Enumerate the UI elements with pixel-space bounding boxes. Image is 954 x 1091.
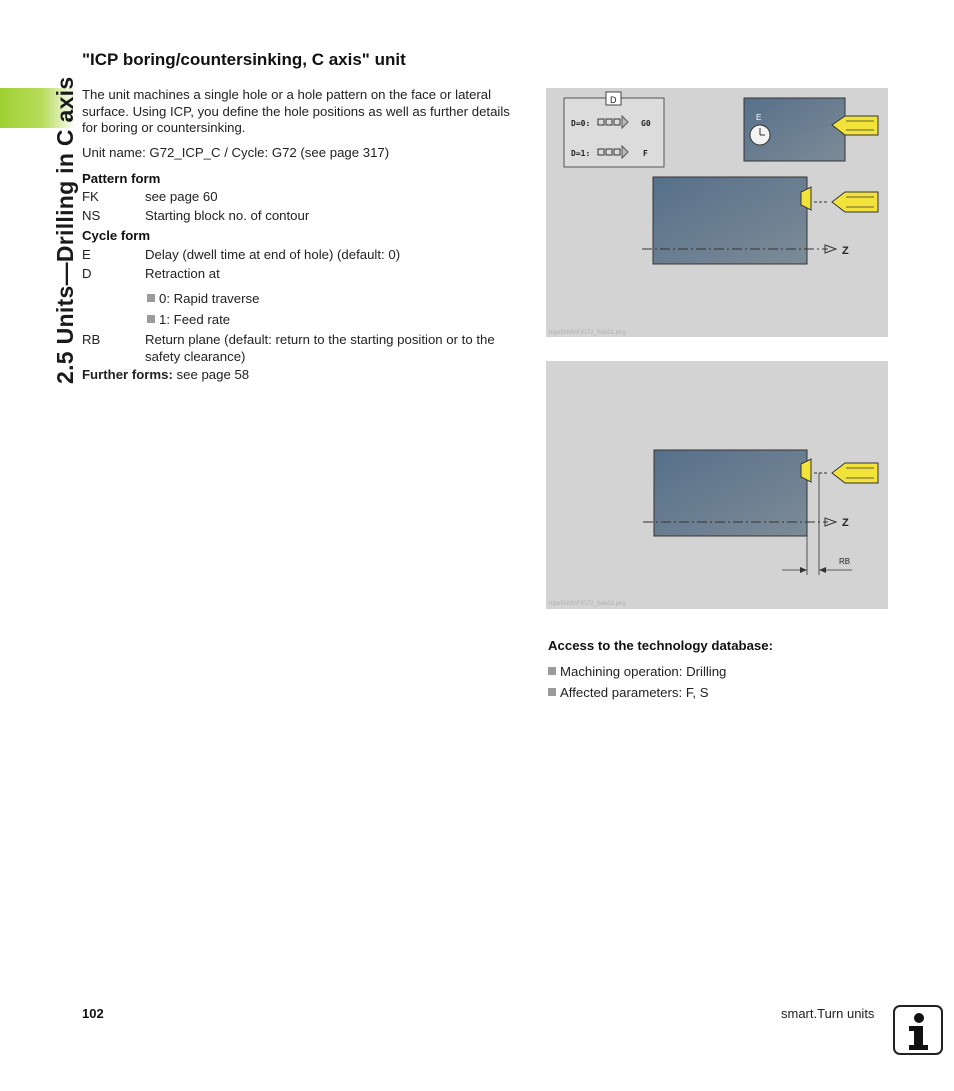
- param-key: FK: [82, 189, 99, 204]
- legend-code: D=1:: [571, 149, 591, 158]
- bullet-square-icon: [548, 667, 556, 675]
- bullet-square-icon: [147, 315, 155, 323]
- page-title: "ICP boring/countersinking, C axis" unit: [82, 50, 406, 69]
- bullet-square-icon: [147, 294, 155, 302]
- param-key: RB: [82, 332, 101, 347]
- legend-mode: G0: [641, 119, 651, 128]
- further-forms: Further forms: see page 58: [82, 367, 250, 382]
- list-item: 0: Rapid traverse: [147, 291, 259, 306]
- access-title: Access to the technology database:: [548, 638, 773, 653]
- param-value: Return plane (default: return to the starting position or to the safety clearance): [145, 332, 495, 364]
- bullet-square-icon: [548, 688, 556, 696]
- param-value: see page 60: [145, 189, 218, 204]
- dwell-label: E: [756, 113, 762, 122]
- cycle-figure-1: [546, 88, 888, 337]
- drill-tool-icon: [832, 463, 878, 483]
- workpiece: [654, 450, 807, 536]
- legend-code: D=0:: [571, 119, 591, 128]
- page-number: 102: [82, 1006, 104, 1021]
- param-value: Delay (dwell time at end of hole) (default: 0): [145, 247, 401, 262]
- dwell-clock-icon: [750, 125, 770, 145]
- dimension-label: RB: [839, 557, 851, 566]
- param-value: Retraction at: [145, 266, 220, 281]
- list-item: Affected parameters: F, S: [548, 685, 709, 700]
- unit-name-text: Unit name: G72_ICP_C / Cycle: G72 (see page 317): [82, 145, 390, 160]
- axis-label: Z: [842, 245, 849, 257]
- param-key: E: [82, 247, 91, 262]
- figure-caption: hlpe5NVlnF/G72_Sde02.png: [549, 601, 626, 607]
- cycle-diagram-2: [546, 361, 888, 609]
- cycle-diagram-1: [546, 88, 888, 337]
- param-key: NS: [82, 208, 101, 223]
- list-item: 1: Feed rate: [147, 312, 230, 327]
- list-item: Machining operation: Drilling: [548, 664, 726, 679]
- info-icon: [893, 1005, 943, 1055]
- pattern-form-title: Pattern form: [82, 171, 161, 186]
- workpiece: [653, 177, 807, 264]
- cycle-form-title: Cycle form: [82, 228, 151, 243]
- cycle-figure-2: [546, 361, 888, 609]
- drill-tool-icon: [832, 192, 878, 212]
- param-value: Starting block no. of contour: [145, 208, 310, 223]
- legend-tag-label: D: [610, 95, 617, 105]
- legend-mode: F: [643, 149, 648, 158]
- footer-section: smart.Turn units: [781, 1006, 875, 1021]
- figure-caption: hlpe5NVlnF/G72_Sde01.png: [549, 330, 626, 336]
- side-tab-title: 2.5 Units—Drilling in C axis: [52, 76, 78, 384]
- param-key: D: [82, 266, 92, 281]
- intro-text: The unit machines a single hole or a hole pattern on the face or lateral surface. Using ICP, you define the hole positions as well as further details for boring or countersinking.: [82, 87, 510, 135]
- axis-label: Z: [842, 517, 849, 529]
